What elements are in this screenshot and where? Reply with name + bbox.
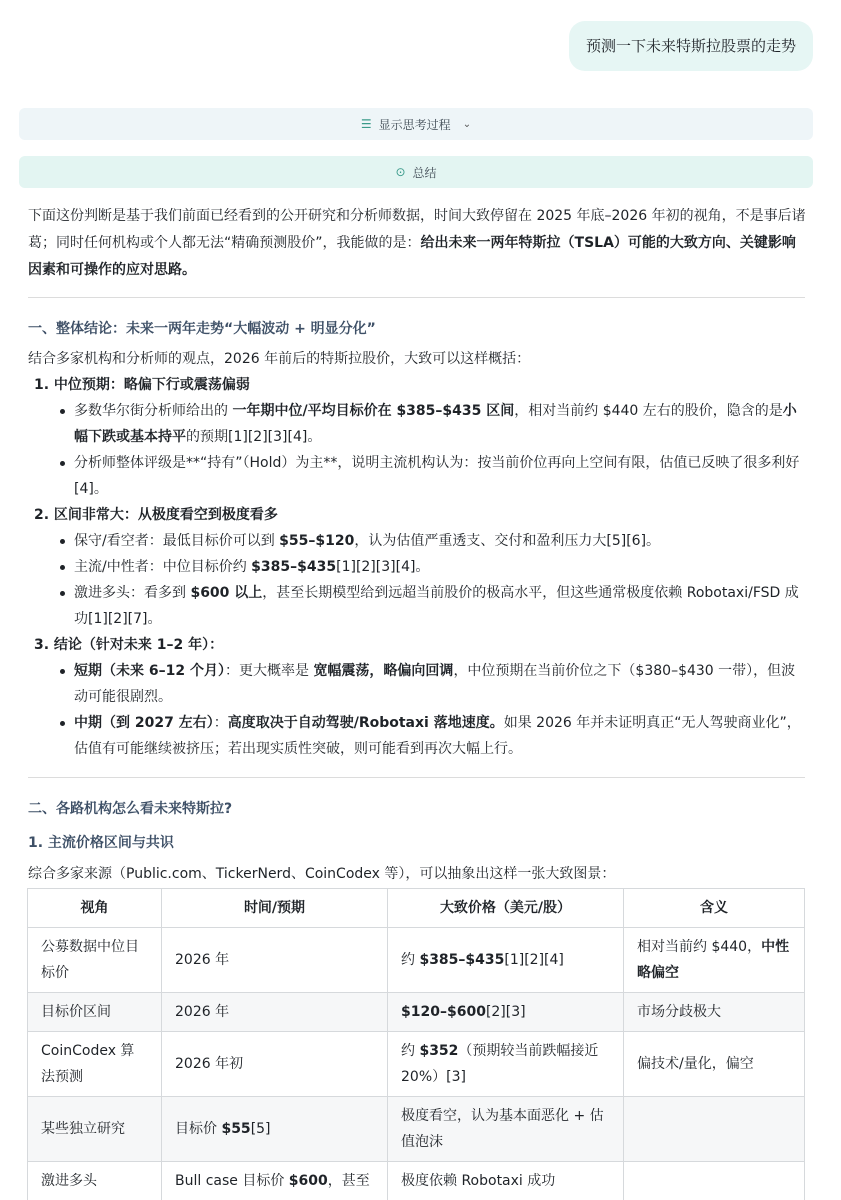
table-cell: 相对当前约 $440，中性略偏空 (624, 928, 805, 993)
table-header: 视角 (28, 889, 162, 928)
table-cell: 偏技术/量化，偏空 (624, 1032, 805, 1097)
list-item: 主流/中性者：中位目标价约 $385–$435[1][2][3][4]。 (34, 554, 806, 580)
list-item: 保守/看空者：最低目标价可以到 $55–$120，认为估值严重透支、交付和盈利压力大[5][6]。 (34, 528, 806, 554)
table-header: 时间/预期 (162, 889, 388, 928)
list-item-title: 3. 结论（针对未来 1–2 年）： (34, 637, 224, 653)
divider (28, 777, 805, 778)
section2-subheading: 1. 主流价格区间与共识 (28, 835, 174, 851)
table-cell: 目标价 $55[5] (162, 1097, 388, 1162)
table-cell: 激进多头 (28, 1162, 162, 1200)
list-item: 中期（到 2027 左右）：高度取决于自动驾驶/Robotaxi 落地速度。如果 2026 年并未证明真正“无人驾驶商业化”，估值有可能继续被挤压；若出现实质性突破，则可能看到再次大幅上行。 (34, 710, 806, 762)
table-cell: $120–$600[2][3] (388, 993, 624, 1032)
table-cell: 约 $385–$435[1][2][4] (388, 928, 624, 993)
table-cell: 某些独立研究 (28, 1097, 162, 1162)
table-cell: 目标价区间 (28, 993, 162, 1032)
table-cell (624, 1162, 805, 1200)
summary-toggle[interactable] (19, 156, 813, 188)
list-item: 分析师整体评级是**“持有”（Hold）为主**，说明主流机构认为：按当前价位再向上空间有限，估值已反映了很多利好[4]。 (34, 450, 806, 502)
table-row (28, 928, 805, 993)
list-item: 多数华尔街分析师给出的 一年期中位/平均目标价在 $385–$435 区间，相对当前约 $440 左右的股价，隐含的是小幅下跌或基本持平的预期[1][2][3][4]。 (34, 398, 806, 450)
table-cell: 极度依赖 Robotaxi 成功 (388, 1162, 624, 1200)
list-icon: ☰ (360, 117, 372, 131)
user-message-bubble: 预测一下未来特斯拉股票的走势 (569, 21, 813, 71)
table-header: 含义 (624, 889, 805, 928)
table-cell: 公募数据中位目标价 (28, 928, 162, 993)
table-row (28, 1162, 805, 1200)
table-cell: 约 $352（预期较当前跌幅接近 20%）[3] (388, 1032, 624, 1097)
show-thinking-label: 显示思考过程 (378, 117, 451, 132)
list-item-title: 2. 区间非常大：从极度看空到极度看多 (34, 507, 278, 523)
check-circle-icon: ⊙ (395, 165, 406, 179)
table-cell: 极度看空，认为基本面恶化 + 估值泡沫 (388, 1097, 624, 1162)
table-cell: Bull case 目标价 $600，甚至 (162, 1162, 388, 1200)
table-cell: 市场分歧极大 (624, 993, 805, 1032)
table-cell (624, 1097, 805, 1162)
table-row (28, 1032, 805, 1097)
price-table (27, 888, 805, 1200)
list-item-title: 1. 中位预期：略偏下行或震荡偏弱 (34, 377, 250, 393)
section1-heading: 一、整体结论：未来一两年走势“大幅波动 + 明显分化” (28, 321, 376, 337)
table-row (28, 993, 805, 1032)
table-cell: 2026 年 (162, 993, 388, 1032)
divider (28, 297, 805, 298)
chevron-down-icon: ⌄ (462, 118, 472, 130)
section1-list (34, 372, 806, 762)
table-cell: 2026 年 (162, 928, 388, 993)
intro-paragraph: 下面这份判断是基于我们前面已经看到的公开研究和分析师数据，时间大致停留在 2025 年底–2026 年初的视角，不是事后诸葛；同时任何机构或个人都无法“精确预测股价”，我能做的是：给出未来一两年特斯拉（TSLA）可能的大致方向、关键影响因素和可操作的应对思路。 (28, 208, 806, 278)
summary-label: 总结 (412, 165, 437, 180)
table-header: 大致价格（美元/股） (388, 889, 624, 928)
table-cell: 2026 年初 (162, 1032, 388, 1097)
section2-heading: 二、各路机构怎么看未来特斯拉? (28, 801, 233, 817)
section1-lead: 结合多家机构和分析师的观点，2026 年前后的特斯拉股价，大致可以这样概括： (28, 351, 531, 367)
table-cell: CoinCodex 算法预测 (28, 1032, 162, 1097)
table-row (28, 1097, 805, 1162)
list-item: 短期（未来 6–12 个月）：更大概率是 宽幅震荡，略偏向回调，中位预期在当前价位之下（$380–$430 一带），但波动可能很剧烈。 (34, 658, 806, 710)
section2-lead: 综合多家来源（Public.com、TickerNerd、CoinCodex 等），可以抽象出这样一张大致图景： (28, 866, 616, 882)
show-thinking-toggle[interactable] (19, 108, 813, 140)
list-item: 激进多头：看多到 $600 以上，甚至长期模型给到远超当前股价的极高水平，但这些通常极度依赖 Robotaxi/FSD 成功[1][2][7]。 (34, 580, 806, 632)
